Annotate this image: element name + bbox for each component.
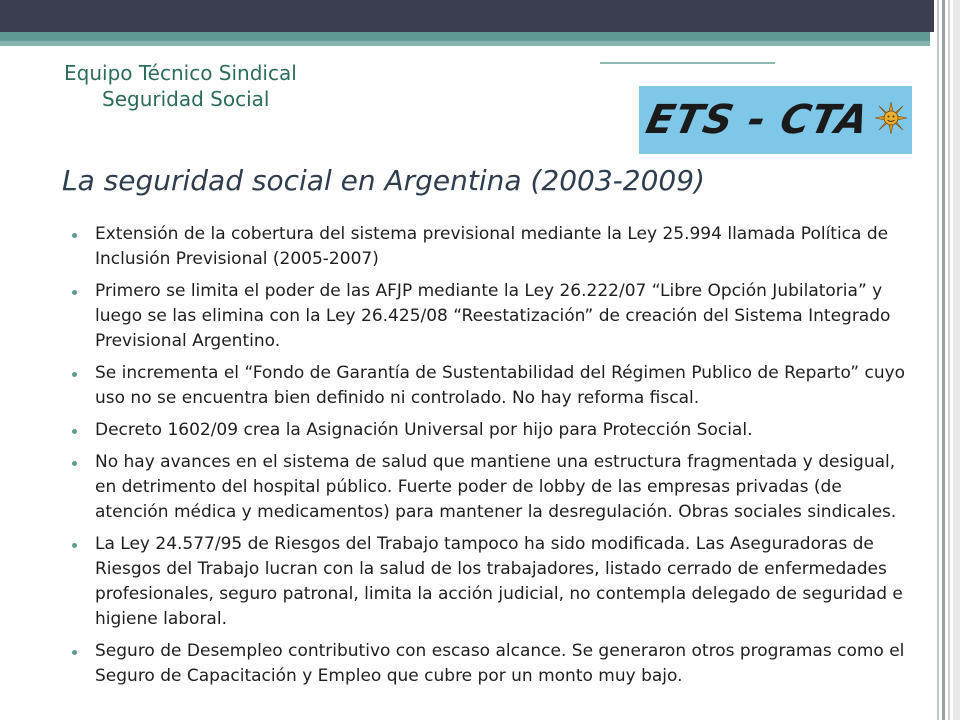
- bullet-dot-icon: [72, 372, 77, 377]
- bullet-dot-icon: [72, 233, 77, 238]
- bullet-dot-icon: [72, 543, 77, 548]
- right-stripe: [953, 0, 960, 720]
- list-item: [70, 418, 910, 443]
- bullet-dot-icon: [72, 461, 77, 466]
- sun-icon: [875, 102, 907, 134]
- organization-name: Equipo Técnico Sindical: [64, 61, 297, 85]
- bullet-dot-icon: [72, 290, 77, 295]
- bullet-list: [70, 222, 910, 696]
- top-decorative-bar: [0, 0, 930, 32]
- bullet-text: Se incrementa el “Fondo de Garantía de Sustentabilidad del Régimen Publico de Reparto” cuyo uso no se encuentra bien definido ni controlado. No hay reforma fiscal.: [95, 363, 906, 408]
- top-accent-band-light: [0, 41, 930, 46]
- list-item: [70, 222, 910, 272]
- slide-title: La seguridad social en Argentina (2003-2009): [62, 164, 705, 197]
- list-item: [70, 279, 910, 354]
- right-stripe: [942, 0, 945, 720]
- bullet-text: Extensión de la cobertura del sistema previsional mediante la Ley 25.994 llamada Política de Inclusión Previsional (2005-2007): [95, 224, 889, 269]
- right-stripe: [937, 0, 939, 720]
- accent-divider-line: [600, 62, 775, 64]
- bullet-dot-icon: [72, 429, 77, 434]
- bullet-text: Seguro de Desempleo contributivo con escaso alcance. Se generaron otros programas como el Seguro de Capacitación y Empleo que cubre por un monto muy bajo.: [95, 641, 905, 686]
- organization-subtitle: Seguridad Social: [102, 87, 270, 111]
- right-stripe: [930, 0, 934, 32]
- bullet-text: Primero se limita el poder de las AFJP mediante la Ley 26.222/07 “Libre Opción Jubilatoria” y luego se las elimina con la Ley 26.425/08 “Reestatización” de creación del Sistema Integrado Previsional Argentino.: [95, 281, 891, 351]
- right-stripe: [948, 0, 950, 720]
- top-accent-band: [0, 32, 930, 41]
- logo-text: ETS - CTA: [642, 97, 874, 143]
- list-item: [70, 532, 910, 632]
- list-item: [70, 361, 910, 411]
- bullet-text: La Ley 24.577/95 de Riesgos del Trabajo tampoco ha sido modificada. Las Aseguradoras de Riesgos del Trabajo lucran con la salud de los trabajadores, listado cerrado de enfermedades profesionales, seguro patronal, limita la acción judicial, no contempla delegado de seguridad e higiene laboral.: [95, 534, 903, 629]
- bullet-dot-icon: [72, 650, 77, 655]
- bullet-text: Decreto 1602/09 crea la Asignación Universal por hijo para Protección Social.: [95, 420, 753, 440]
- ets-cta-logo: [639, 86, 912, 154]
- list-item: [70, 450, 910, 525]
- organization-header: [64, 60, 344, 112]
- top-divider-line: [0, 52, 888, 54]
- list-item: [70, 639, 910, 689]
- bullet-text: No hay avances en el sistema de salud que mantiene una estructura fragmentada y desigual, en detrimento del hospital público. Fuerte poder de lobby de las empresas privadas (de atención médica y medicamentos) para mantener la desregulación. Obras sociales sindicales.: [95, 452, 897, 522]
